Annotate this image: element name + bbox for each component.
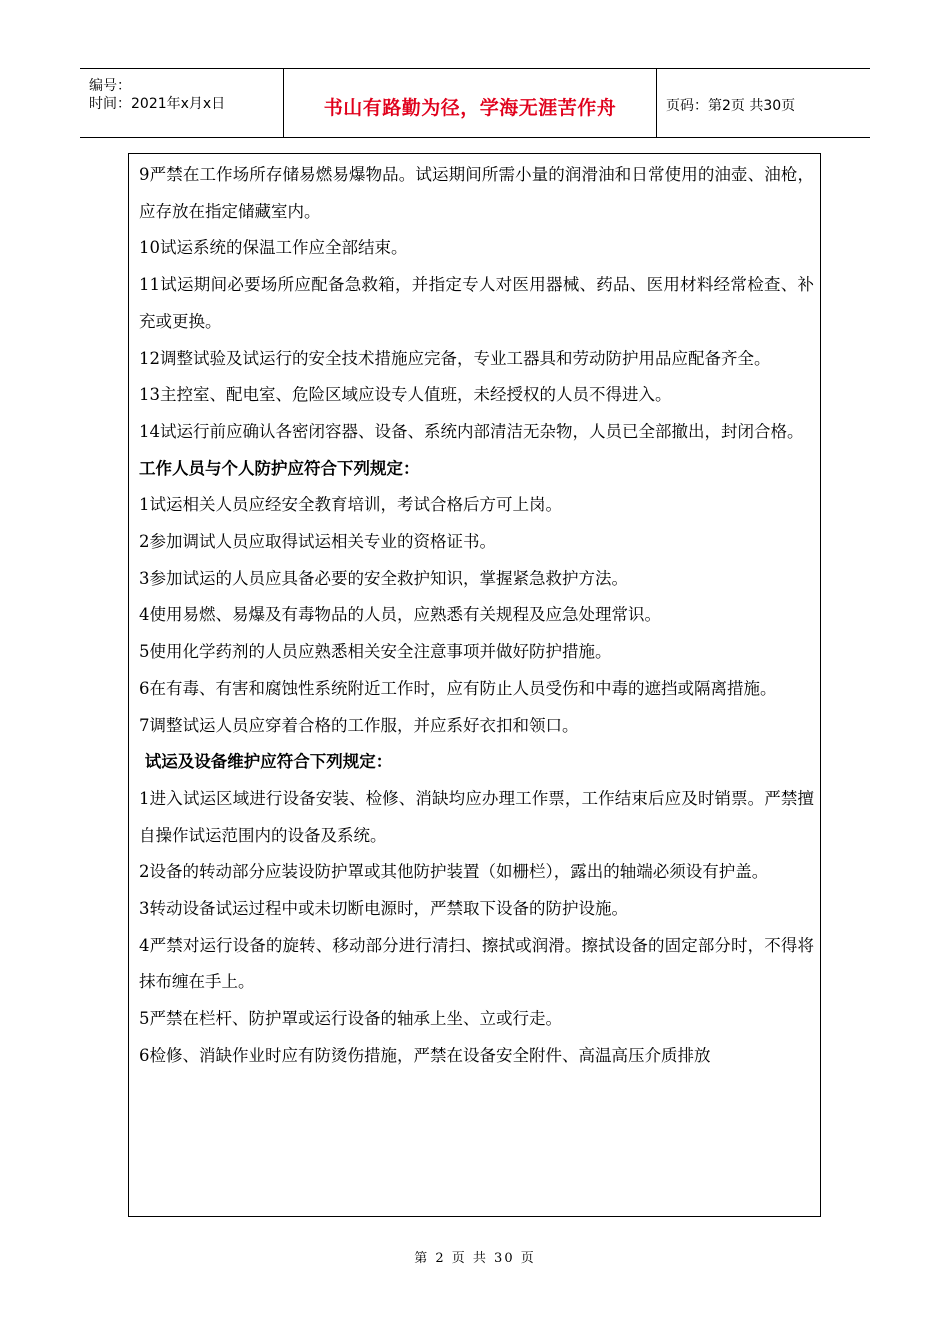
paragraph: 13主控室、配电室、危险区域应设专人值班，未经授权的人员不得进入。 [139,385,672,405]
paragraph: 7调整试运人员应穿着合格的工作服，并应系好衣扣和领口。 [139,715,579,735]
header-page-info: 页码：第2页 共30页 [666,98,796,114]
header-meta-cell [80,69,284,137]
content-box [128,153,821,1217]
paragraph: 6在有毒、有害和腐蚀性系统附近工作时，应有防止人员受伤和中毒的遮挡或隔离措施。 [139,678,777,698]
paragraph: 10试运系统的保温工作应全部结束。 [139,238,408,258]
page-header [80,68,870,138]
header-page-cell [657,69,870,137]
paragraph: 11试运期间必要场所应配备急救箱，并指定专人对医用器械、药品、医用材料经常检查、补充或更换。 [139,275,814,331]
section-heading: 试运及设备维护应符合下列规定： [139,752,393,772]
paragraph: 1进入试运区域进行设备安装、检修、消缺均应办理工作票，工作结束后应及时销票。严禁擅自操作试运范围内的设备及系统。 [139,788,814,845]
paragraph: 1试运相关人员应经安全教育培训，考试合格后方可上岗。 [139,495,562,515]
document-date-label: 时间：2021年x月x日 [89,96,226,112]
header-motto: 书山有路勤为径，学海无涯苦作舟 [323,97,617,119]
paragraph: 2设备的转动部分应装设防护罩或其他防护装置（如栅栏），露出的轴端必须设有护盖。 [139,862,769,882]
section-heading: 工作人员与个人防护应符合下列规定： [139,458,420,478]
paragraph: 5使用化学药剂的人员应熟悉相关安全注意事项并做好防护措施。 [139,642,612,662]
paragraph: 4严禁对运行设备的旋转、移动部分进行清扫、擦拭或润滑。擦拭设备的固定部分时，不得将抹布缠在手上。 [139,935,814,992]
document-number-label: 编号： [89,78,131,94]
paragraph: 6检修、消缺作业时应有防烫伤措施，严禁在设备安全附件、高温高压介质排放 [139,1045,711,1065]
header-motto-cell [284,69,657,137]
paragraph: 3参加试运的人员应具备必要的安全救护知识，掌握紧急救护方法。 [139,568,628,588]
content-text [139,157,814,1075]
paragraph: 9严禁在工作场所存储易燃易爆物品。试运期间所需小量的润滑油和日常使用的油壶、油枪，应存放在指定储藏室内。 [139,165,814,221]
paragraph: 4使用易燃、易爆及有毒物品的人员，应熟悉有关规程及应急处理常识。 [139,605,661,625]
paragraph: 12调整试验及试运行的安全技术措施应完备，专业工器具和劳动防护用品应配备齐全。 [139,348,771,368]
paragraph: 5严禁在栏杆、防护罩或运行设备的轴承上坐、立或行走。 [139,1009,562,1029]
paragraph: 3转动设备试运过程中或未切断电源时，严禁取下设备的防护设施。 [139,899,628,919]
page-footer: 第 2 页 共 30 页 [414,1251,536,1266]
paragraph: 14试运行前应确认各密闭容器、设备、系统内部清洁无杂物，人员已全部撤出，封闭合格。 [139,421,804,441]
paragraph: 2参加调试人员应取得试运相关专业的资格证书。 [139,532,496,552]
